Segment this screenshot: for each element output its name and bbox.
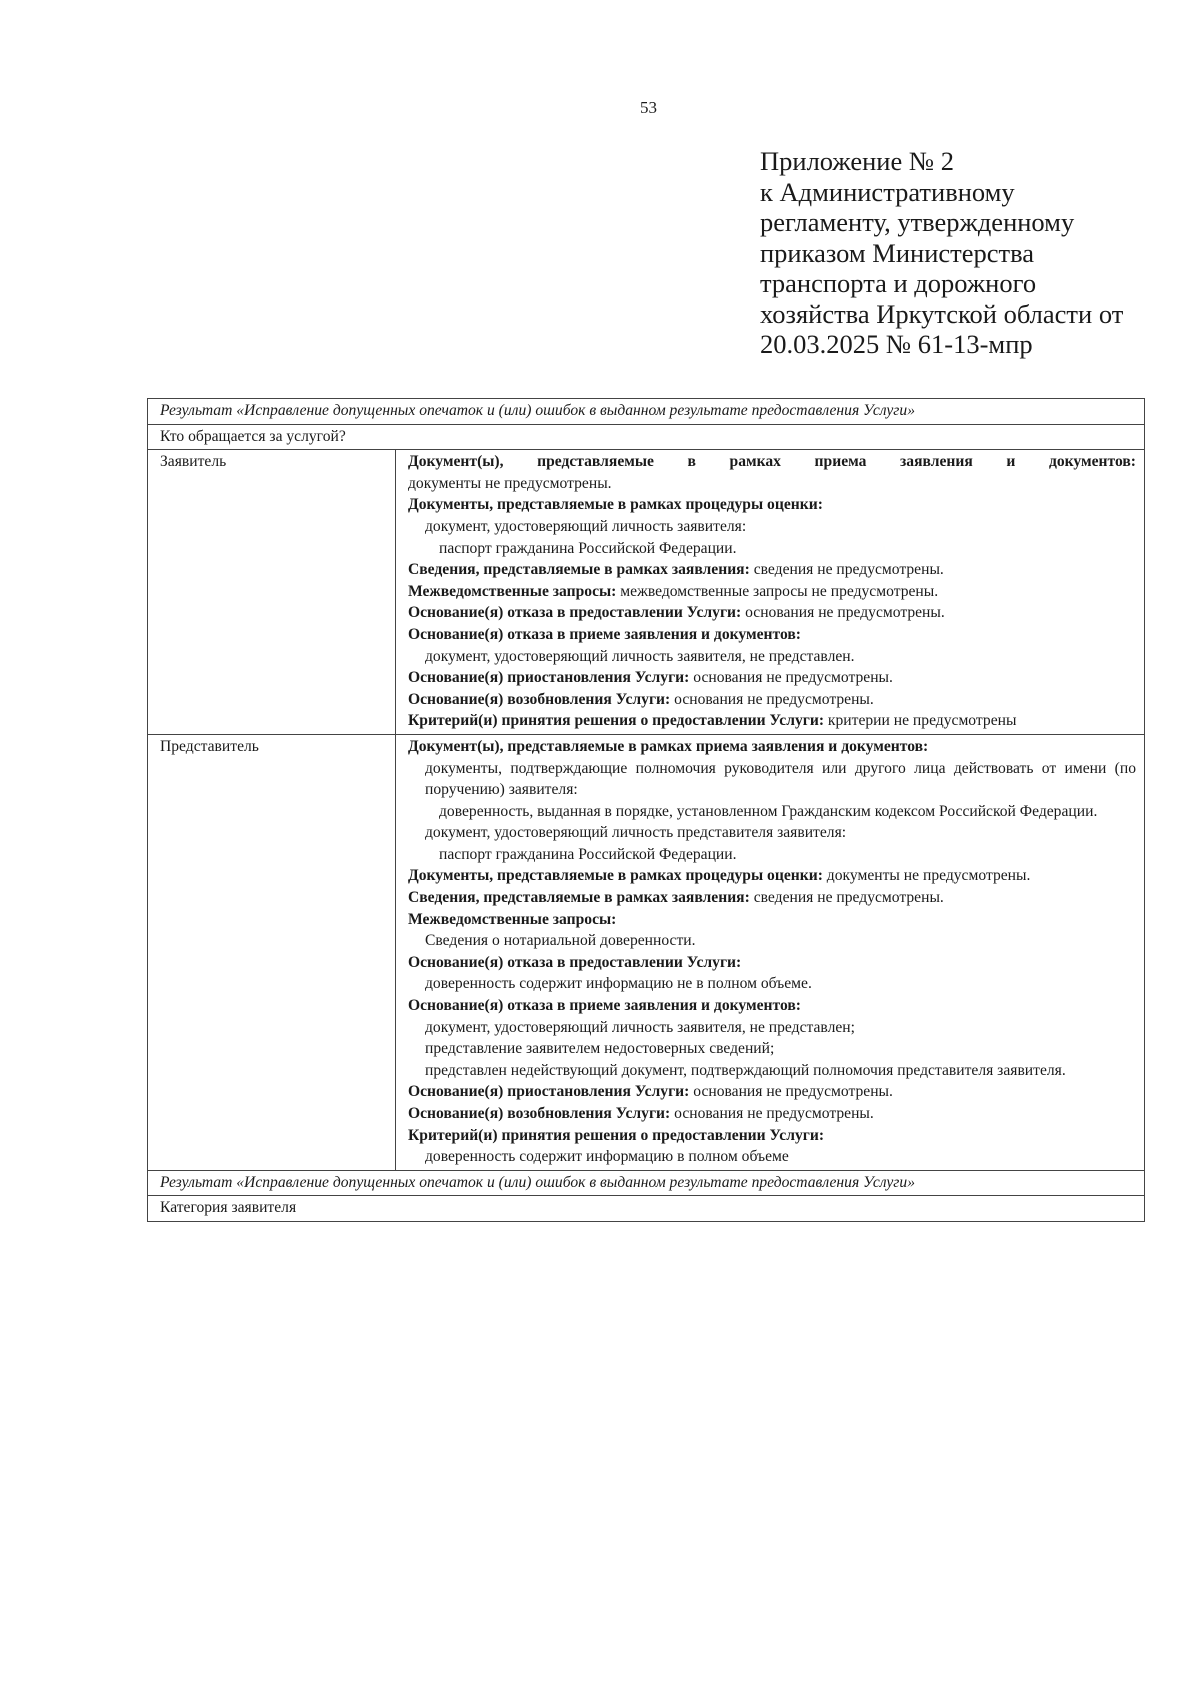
req-line [408,865,1136,887]
req-line [408,602,1136,624]
req-line: доверенность, выданная в порядке, установленном Гражданским кодексом Российской Федерации. [439,802,1098,820]
req-line: Межведомственные запросы: [408,910,617,928]
req-line [408,689,1136,711]
representative-label: Представитель [148,734,396,1170]
appendix-line: к Административному [760,176,1015,207]
req-text: основания не предусмотрены. [689,669,893,687]
who-applies-row [148,424,1145,450]
result-title: Результат «Исправление допущенных опечаток и (или) ошибок в выданном результате предоставления Услуги» [148,399,1145,425]
appendix-line: Приложение № 2 [760,146,955,176]
req-heading: Основание(я) приостановления Услуги: [408,669,690,687]
req-line: Документ(ы), представляемые в рамках приема заявления и документов: [408,453,1136,471]
applicant-requirements [396,450,1145,735]
req-line: Основание(я) отказа в приеме заявления и документов: [408,625,801,643]
req-line [408,1081,1136,1103]
appendix-line: хозяйства Иркутской области от [760,298,1124,329]
req-text: критерии не предусмотрены [824,712,1017,730]
applicant-label: Заявитель [148,450,396,735]
appendix-line: приказом Министерства [760,237,1035,268]
req-text: основания не предусмотрены. [670,690,874,708]
req-line [408,887,1136,909]
applicant-category-row [148,1196,1145,1222]
req-line [408,667,1136,689]
req-line: Критерий(и) принятия решения о предоставлении Услуги: [408,1126,825,1144]
req-text: основания не предусмотрены. [670,1105,874,1122]
req-line: Основание(я) отказа в приеме заявления и документов: [408,997,801,1015]
appendix-line: 20.03.2025 № 61-13-мпр [760,329,1033,359]
req-line: представление заявителем недостоверных сведений; [425,1040,775,1058]
req-line: Документы, представляемые в рамках процедуры оценки: [408,496,823,514]
req-line: доверенность содержит информацию не в полном объеме. [425,975,812,993]
req-heading: Документы, представляемые в рамках процедуры оценки: [408,867,823,885]
representative-row [148,734,1145,1170]
req-line: документы, подтверждающие полномочия руководителя или другого лица действовать от имени (по поручению) заявителя: [425,759,1136,799]
req-text: основания не предусмотрены. [741,604,945,622]
req-heading: Сведения, представляемые в рамках заявления: [408,561,750,579]
req-line: документ, удостоверяющий личность заявителя, не представлен. [425,647,855,665]
req-line [408,1103,1136,1125]
result-title-row [148,399,1145,425]
result-title-2: Результат «Исправление допущенных опечаток и (или) ошибок в выданном результате предоставления Услуги» [148,1170,1145,1196]
result-title-row-2 [148,1170,1145,1196]
req-line: документ, удостоверяющий личность заявителя: [425,517,747,535]
who-applies-cell: Кто обращается за услугой? [148,424,1145,450]
appendix-header [760,146,1180,360]
req-line: паспорт гражданина Российской Федерации. [439,539,737,557]
service-result-table [147,398,1145,1222]
req-line: Документ(ы), представляемые в рамках приема заявления и документов: [408,737,929,755]
req-heading: Основание(я) возобновления Услуги: [408,1105,671,1122]
applicant-row [148,450,1145,735]
req-heading: Критерий(и) принятия решения о предоставлении Услуги: [408,712,825,730]
req-line: доверенность содержит информацию в полном объеме [425,1148,789,1166]
req-line [408,581,1136,603]
req-line: Основание(я) отказа в предоставлении Услуги: [408,953,742,971]
req-line: представлен недействующий документ, подтверждающий полномочия представителя заявителя. [425,1061,1066,1079]
req-heading: Сведения, представляемые в рамках заявления: [408,889,750,907]
req-text: межведомственные запросы не предусмотрены. [616,582,939,600]
req-heading: Основание(я) возобновления Услуги: [408,690,671,708]
req-heading: Основание(я) приостановления Услуги: [408,1083,690,1101]
applicant-category-cell: Категория заявителя [148,1196,1145,1222]
req-line: документ, удостоверяющий личность заявителя, не представлен; [425,1018,855,1036]
page-number: 53 [640,98,657,117]
req-heading: Межведомственные запросы: [408,582,617,600]
req-line: Сведения о нотариальной доверенности. [425,932,696,950]
representative-requirements [396,734,1145,1170]
req-line: паспорт гражданина Российской Федерации. [439,845,737,863]
req-line [408,710,1136,732]
req-line: документы не предусмотрены. [408,474,612,492]
req-heading: Основание(я) отказа в предоставлении Услуги: [408,604,742,622]
req-line [408,559,1136,581]
req-text: сведения не предусмотрены. [749,889,944,907]
req-text: документы не предусмотрены. [822,867,1031,885]
req-line: документ, удостоверяющий личность представителя заявителя: [425,824,847,842]
req-text: сведения не предусмотрены. [749,561,944,579]
appendix-line: регламенту, утвержденному [760,207,1075,237]
req-text: основания не предусмотрены. [689,1083,893,1101]
appendix-line: транспорта и дорожного [760,268,1037,298]
